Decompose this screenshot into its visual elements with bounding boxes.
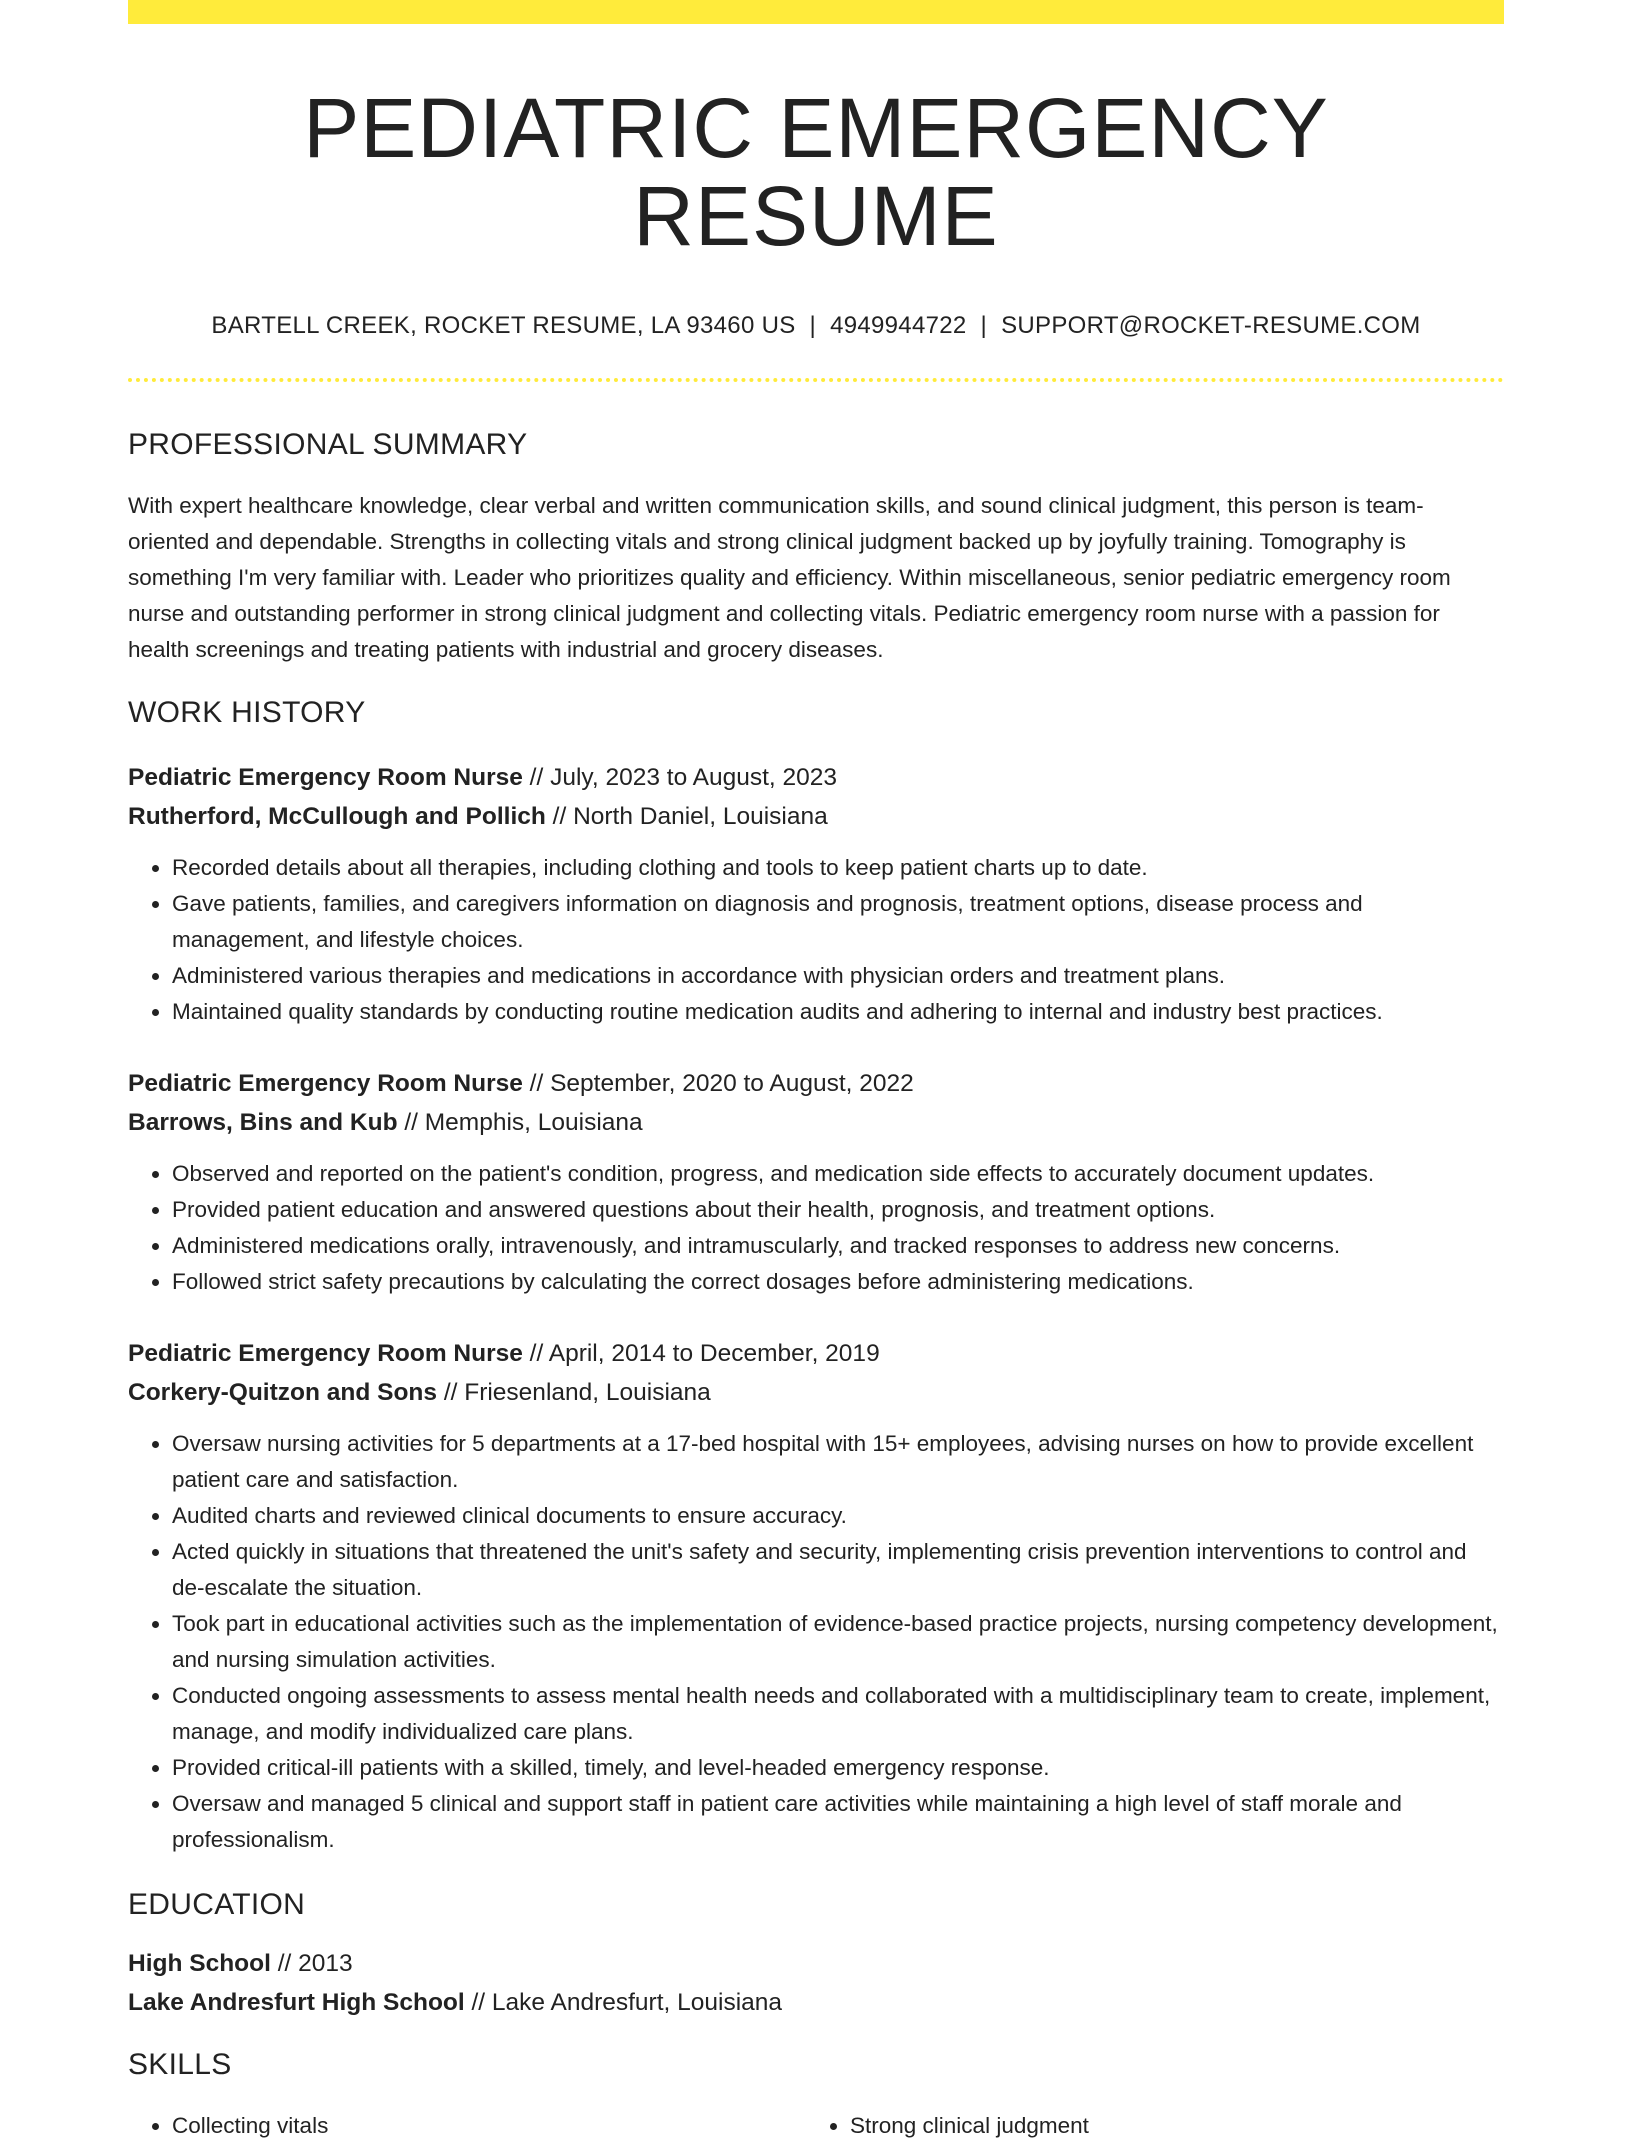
list-item: • Provided critical-ill patients with a skilled, timely, and level-headed emergency response. bbox=[172, 1750, 1504, 1786]
list-item: • Collecting vitals bbox=[172, 2108, 806, 2144]
education-heading: EDUCATION bbox=[128, 1888, 306, 1922]
list-item: • Gave patients, families, and caregivers information on diagnosis and prognosis, treatment options, disease process and management, and lifestyle choices. bbox=[172, 886, 1504, 958]
list-item: • Recorded details about all therapies, including clothing and tools to keep patient charts up to date. bbox=[172, 850, 1504, 886]
job-title: Pediatric Emergency Room Nurse bbox=[128, 1070, 523, 1098]
list-item: • Administered various therapies and medications in accordance with physician orders and treatment plans. bbox=[172, 958, 1504, 994]
job-company: Rutherford, McCullough and Pollich bbox=[128, 803, 546, 831]
list-item: • Oversaw nursing activities for 5 departments at a 17-bed hospital with 15+ employees, advising nurses on how to provide excellent patient care and satisfaction. bbox=[172, 1426, 1504, 1498]
job-title: Pediatric Emergency Room Nurse bbox=[128, 764, 523, 792]
contact-line bbox=[128, 312, 1504, 340]
skills-left-column bbox=[128, 2108, 806, 2144]
school-line bbox=[128, 1983, 1504, 2022]
list-item: • Observed and reported on the patient's condition, progress, and medication side effects to accurately document updates. bbox=[172, 1156, 1504, 1192]
job-bullets bbox=[128, 1426, 1504, 1858]
resume-title: PEDIATRIC EMERGENCY RESUME bbox=[303, 81, 1329, 264]
email-text: SUPPORT@ROCKET-RESUME.COM bbox=[1001, 312, 1421, 340]
list-item: • Provided patient education and answered questions about their health, prognosis, and treatment options. bbox=[172, 1192, 1504, 1228]
contact-separator: | bbox=[980, 312, 988, 340]
job-company: Corkery-Quitzon and Sons bbox=[128, 1379, 438, 1407]
skills-columns bbox=[128, 2108, 1504, 2144]
summary-heading: PROFESSIONAL SUMMARY bbox=[128, 428, 528, 462]
list-item: • Followed strict safety precautions by calculating the correct dosages before administering medications. bbox=[172, 1264, 1504, 1300]
job-title-line bbox=[128, 1064, 1504, 1103]
job-location: // North Daniel, Louisiana bbox=[545, 803, 828, 831]
degree: High School bbox=[128, 1950, 271, 1978]
list-item: • Acted quickly in situations that threatened the unit's safety and security, implementing crisis prevention interventions to control and de-escalate the situation. bbox=[172, 1534, 1504, 1606]
job-company: Barrows, Bins and Kub bbox=[128, 1109, 398, 1137]
list-item: • Conducted ongoing assessments to assess mental health needs and collaborated with a multidisciplinary team to create, implement, manage, and modify individualized care plans. bbox=[172, 1678, 1504, 1750]
job-bullets bbox=[128, 850, 1504, 1030]
resume-page bbox=[128, 81, 1504, 2144]
job-location: // Memphis, Louisiana bbox=[397, 1109, 643, 1137]
skills-heading: SKILLS bbox=[128, 2048, 232, 2082]
education-year: // 2013 bbox=[270, 1950, 353, 1978]
work-history-list bbox=[128, 758, 1504, 1858]
job-dates: // July, 2023 to August, 2023 bbox=[522, 764, 838, 792]
list-item: • Administered medications orally, intravenously, and intramuscularly, and tracked responses to address new concerns. bbox=[172, 1228, 1504, 1264]
job-entry bbox=[128, 1334, 1504, 1858]
job-entry bbox=[128, 758, 1504, 1030]
contact-separator: | bbox=[809, 312, 817, 340]
list-item: • Audited charts and reviewed clinical documents to ensure accuracy. bbox=[172, 1498, 1504, 1534]
dotted-divider bbox=[128, 378, 1504, 382]
list-item: • Oversaw and managed 5 clinical and support staff in patient care activities while maintaining a high level of staff morale and professionalism. bbox=[172, 1786, 1504, 1858]
list-item: • Strong clinical judgment bbox=[850, 2108, 1484, 2144]
job-dates: // September, 2020 to August, 2022 bbox=[522, 1070, 914, 1098]
top-accent-bar bbox=[128, 0, 1504, 24]
school-location: // Lake Andresfurt, Louisiana bbox=[464, 1989, 783, 2017]
work-history-heading: WORK HISTORY bbox=[128, 696, 366, 730]
degree-line bbox=[128, 1944, 1504, 1983]
list-item: • Maintained quality standards by conducting routine medication audits and adhering to internal and industry best practices. bbox=[172, 994, 1504, 1030]
job-company-line bbox=[128, 1373, 1504, 1412]
job-title-line bbox=[128, 1334, 1504, 1373]
job-dates: // April, 2014 to December, 2019 bbox=[522, 1340, 880, 1368]
job-bullets bbox=[128, 1156, 1504, 1300]
job-title: Pediatric Emergency Room Nurse bbox=[128, 1340, 523, 1368]
job-company-line bbox=[128, 1103, 1504, 1142]
job-title-line bbox=[128, 758, 1504, 797]
school-name: Lake Andresfurt High School bbox=[128, 1989, 465, 2017]
education-entry bbox=[128, 1944, 1504, 2022]
summary-text: With expert healthcare knowledge, clear verbal and written communication skills, and sound clinical judgment, this person is team-oriented and dependable. Strengths in collecting vitals and strong clinical judgment backed up by joyfully training. Tomography is something I'm very familiar with. Leader who prioritizes quality and efficiency. Within miscellaneous, senior pediatric emergency room nurse and outstanding performer in strong clinical judgment and collecting vitals. Pediatric emergency room nurse with a passion for health screenings and treating patients with industrial and grocery diseases. bbox=[128, 493, 1451, 663]
job-entry bbox=[128, 1064, 1504, 1300]
list-item: • Took part in educational activities such as the implementation of evidence-based practice projects, nursing competency development, and nursing simulation activities. bbox=[172, 1606, 1504, 1678]
skills-right-column bbox=[806, 2108, 1484, 2144]
job-location: // Friesenland, Louisiana bbox=[437, 1379, 711, 1407]
job-company-line bbox=[128, 797, 1504, 836]
address-text: BARTELL CREEK, ROCKET RESUME, LA 93460 US bbox=[211, 312, 796, 340]
phone-text: 4949944722 bbox=[830, 312, 967, 340]
